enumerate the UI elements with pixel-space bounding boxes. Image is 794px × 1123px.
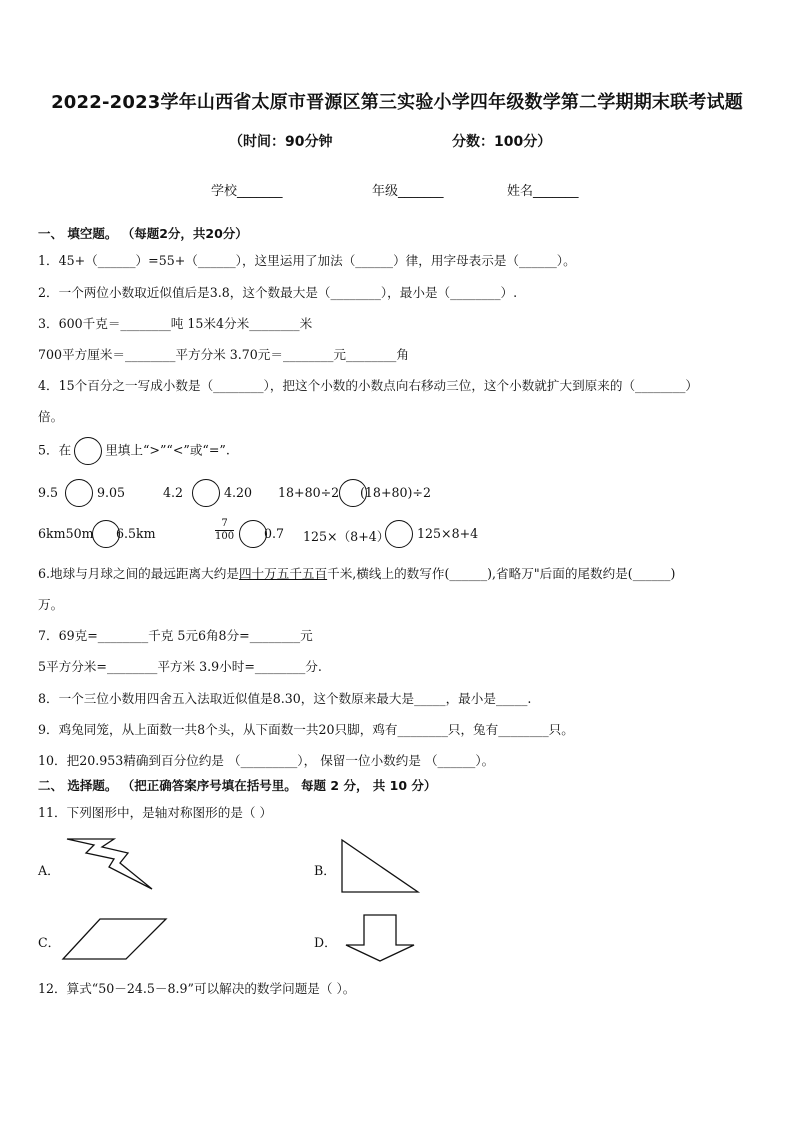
option-a-label[interactable]: A． <box>38 863 60 878</box>
cmp-right: 125×8+4 <box>417 526 479 541</box>
answer-circle[interactable] <box>192 479 220 507</box>
q6-prefix: 6.地球与月球之间的最远距离大约是 <box>38 566 239 581</box>
option-d-label[interactable]: D． <box>314 935 337 950</box>
section-2-header: 二、 选择题。 （把正确答案序号填在括号里。 每题 2 分， 共 10 分） <box>38 778 437 793</box>
option-c-label[interactable]: C． <box>38 935 61 950</box>
fraction-numerator: 7 <box>215 518 234 531</box>
question-2: 2．一个两位小数取近似值后是3.8，这个数最大是（________），最小是（________）. <box>38 285 518 300</box>
question-6 <box>38 563 675 582</box>
answer-circle[interactable] <box>74 437 102 465</box>
q6-underlined: 四十万五千五百 <box>238 566 328 581</box>
answer-circle[interactable] <box>385 520 413 548</box>
page-title: 2022-2023学年山西省太原市晋源区第三实验小学四年级数学第二学期期末联考试题 <box>51 92 743 113</box>
question-3b: 700平方厘米＝________平方分米 3.70元＝________元________角 <box>38 347 409 362</box>
question-7b: 5平方分米=________平方米 3.9小时=________分. <box>38 659 322 674</box>
question-10: 10．把20.953精确到百分位约是 （_________）， 保留一位小数约是 （______）。 <box>38 753 495 768</box>
parallelogram-shape <box>60 916 170 962</box>
cmp-right: 9.05 <box>97 485 126 500</box>
question-9: 9．鸡兔同笼，从上面数一共8个头，从下面数一共20只脚，鸡有________只，兔有________只。 <box>38 722 574 737</box>
question-8: 8．一个三位小数用四舍五入法取近似值是8.30，这个数原来最大是_____，最小是_____. <box>38 691 532 706</box>
question-6b: 万。 <box>38 597 64 612</box>
question-4b: 倍。 <box>38 409 64 424</box>
name-field[interactable]: 姓名_______ <box>507 184 579 199</box>
question-4a: 4．15个百分之一写成小数是（________），把这个小数的小数点向右移动三位，这个小数就扩大到原来的（________） <box>38 378 699 393</box>
score-label: 分数：100分） <box>452 134 552 150</box>
cmp-right: 6.5km <box>116 526 156 541</box>
down-arrow-shape <box>340 912 420 964</box>
question-12: 12．算式“50－24.5－8.9”可以解决的数学问题是（ ）。 <box>38 981 356 996</box>
lightning-shape <box>62 833 158 893</box>
cmp-right: 4.20 <box>224 485 253 500</box>
question-11: 11．下列图形中，是轴对称图形的是（ ） <box>38 805 273 820</box>
question-7a: 7．69克=________千克 5元6角8分=________元 <box>38 628 313 643</box>
question-3a: 3．600千克＝________吨 15米4分米________米 <box>38 316 313 331</box>
answer-circle[interactable] <box>65 479 93 507</box>
grade-field[interactable]: 年级_______ <box>372 184 444 199</box>
cmp-right: 0.7 <box>264 526 285 541</box>
cmp-left: 9.5 <box>38 485 59 500</box>
q5-prefix: 5．在 <box>38 442 72 458</box>
question-1: 1．45+（______）=55+（______），这里运用了加法（______）律，用字母表示是（______）。 <box>38 253 576 268</box>
cmp-right: (18+80)÷2 <box>360 485 431 500</box>
option-b-label[interactable]: B． <box>314 863 336 878</box>
school-field[interactable]: 学校_______ <box>211 184 283 199</box>
cmp-left: 6km50m <box>38 526 94 541</box>
fraction-denominator: 100 <box>215 531 235 542</box>
q5-suffix: 里填上“>”“<”或“=”. <box>105 442 230 458</box>
triangle-shape <box>338 836 422 896</box>
question-5 <box>38 437 230 465</box>
answer-circle[interactable] <box>239 520 267 548</box>
q6-suffix: 千米,横线上的数写作(______),省略万"后面的尾数约是(______) <box>327 566 676 581</box>
fraction <box>215 518 234 543</box>
cmp-left: 4.2 <box>163 485 184 500</box>
time-label: （时间：90分钟 <box>229 134 333 150</box>
cmp-left: 125×（8+4） <box>303 529 390 544</box>
section-1-header: 一、 填空题。 （每题2分，共20分） <box>38 226 248 241</box>
cmp-left: 18+80÷2 <box>278 485 340 500</box>
